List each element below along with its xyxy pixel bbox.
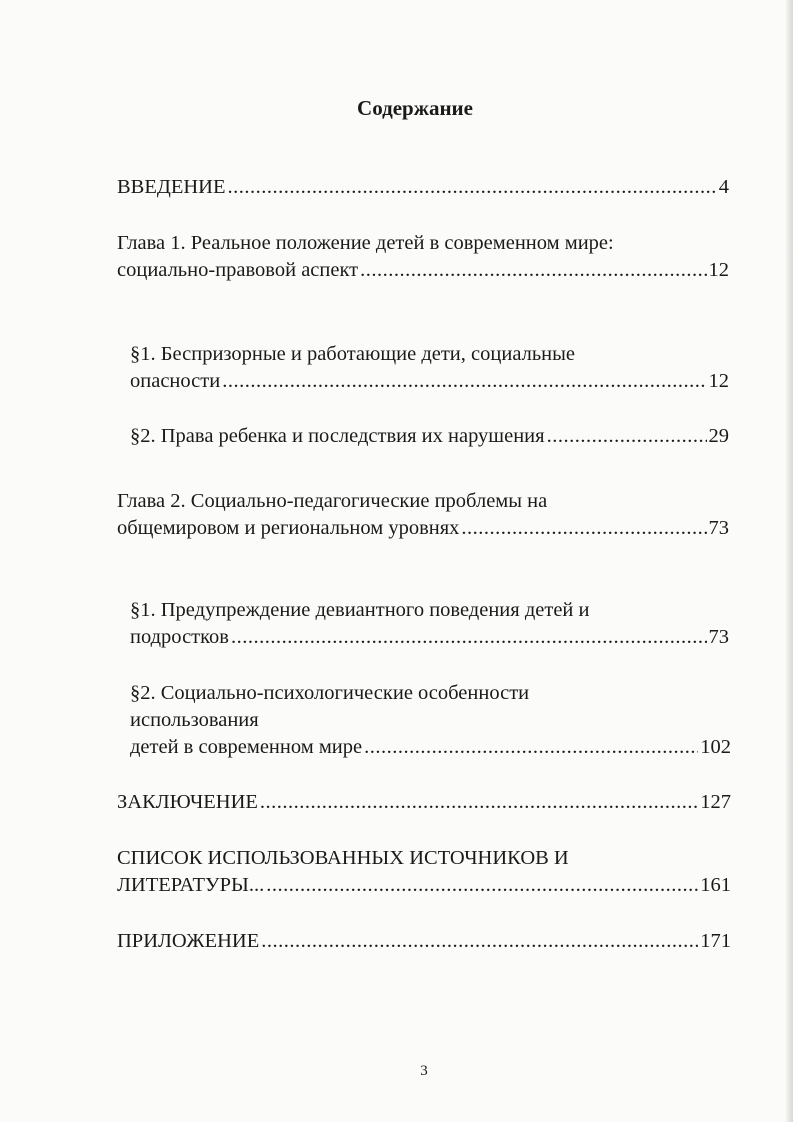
toc-entry-text: §2. Права ребенка и последствия их нарушения [130, 425, 545, 447]
toc-leader-line [117, 174, 729, 201]
toc-page-number: 102 [700, 736, 731, 758]
toc-leader-line [117, 257, 729, 284]
toc-page-number: 127 [700, 791, 731, 813]
toc-page-number: 29 [708, 425, 729, 447]
toc-page-number: 73 [708, 517, 729, 539]
toc-entry-text: §1. Предупреждение девиантного поведения детей и [130, 599, 590, 621]
toc-page-number: 171 [700, 930, 731, 952]
scan-edge-shadow [786, 0, 793, 1122]
toc-leader-line [130, 423, 729, 450]
toc-entry-references [117, 845, 731, 899]
toc-entry-conclusion [117, 789, 731, 816]
dot-leader [228, 174, 717, 201]
toc-entry-text: СПИСОК ИСПОЛЬЗОВАННЫХ ИСТОЧНИКОВ И [117, 847, 569, 869]
toc-entry-text: ПРИЛОЖЕНИЕ [117, 930, 260, 952]
toc-entry-text: общемировом и региональном уровнях [117, 517, 460, 539]
toc-entry-chapter-2 [117, 488, 729, 542]
toc-entry-text: §2. Социально-психологические особенности [130, 682, 530, 704]
toc-entry-text: использования [130, 709, 259, 731]
dot-leader [260, 789, 698, 816]
dot-leader [461, 515, 706, 542]
toc-page-number: 12 [708, 370, 729, 392]
toc-page-number: 161 [700, 874, 731, 896]
toc-entry-chapter-1 [117, 230, 729, 284]
toc-entry-text: §1. Беспризорные и работающие дети, социальные [130, 343, 576, 365]
dot-leader [266, 872, 698, 899]
toc-leader-line [130, 368, 729, 395]
toc-entry-text: ВВЕДЕНИЕ [117, 176, 226, 198]
toc-entry-intro [117, 174, 729, 201]
toc-entry-text: опасности [130, 370, 221, 392]
toc-leader-line [117, 515, 729, 542]
toc-entry-text: детей в современном мире [130, 736, 363, 758]
toc-page-number: 73 [708, 626, 729, 648]
toc-entry-text: ЛИТЕРАТУРЫ... [117, 874, 265, 896]
toc-leader-line [117, 872, 731, 899]
toc-entry-text: подростков [130, 626, 229, 648]
toc-entry-chapter-1-section-1 [130, 341, 729, 395]
toc-entry-text: социально-правовой аспект [117, 259, 359, 281]
dot-leader [360, 257, 706, 284]
dot-leader [261, 928, 698, 955]
toc-entry-chapter-2-section-1 [130, 597, 729, 651]
page-number: 3 [420, 1063, 428, 1079]
dot-leader [364, 734, 698, 761]
toc-entry-text: ЗАКЛЮЧЕНИЕ [117, 791, 258, 813]
dot-leader [547, 423, 707, 450]
dot-leader [222, 368, 706, 395]
toc-page-number: 12 [708, 259, 729, 281]
dot-leader [231, 624, 707, 651]
toc-entry-text: Глава 1. Реальное положение детей в современном мире: [117, 232, 614, 254]
toc-page-number: 4 [718, 176, 729, 198]
page-title: Содержание [357, 96, 473, 120]
toc-entry-chapter-2-section-2 [130, 680, 731, 761]
toc-leader-line [130, 624, 729, 651]
toc-leader-line [117, 789, 731, 816]
toc-entry-appendix [117, 928, 731, 955]
toc-entry-chapter-1-section-2 [130, 423, 729, 450]
toc-entry-text: Глава 2. Социально-педагогические проблемы на [117, 490, 548, 512]
toc-leader-line [130, 734, 731, 761]
toc-leader-line [117, 928, 731, 955]
